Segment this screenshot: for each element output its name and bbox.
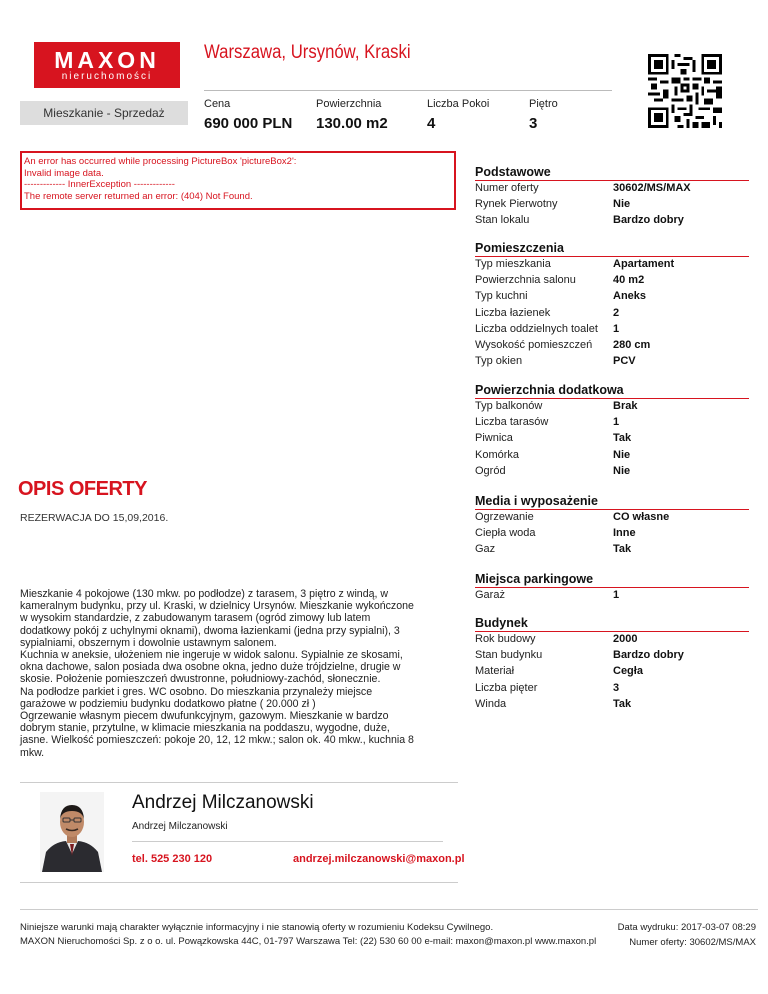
error-line: ------------- InnerException -------------: [24, 179, 175, 190]
maxon-logo: [34, 42, 180, 88]
detail-label: Liczba oddzielnych toalet: [475, 322, 598, 335]
agent-email-link[interactable]: andrzej.milczanowski@maxon.pl: [293, 853, 465, 865]
detail-value: 280 cm: [613, 339, 651, 351]
stat-label: Piętro: [529, 98, 558, 110]
detail-label: Liczba pięter: [475, 681, 538, 694]
footer-offer-number: Numer oferty: 30602/MS/MAX: [629, 937, 756, 948]
error-line: Invalid image data.: [24, 167, 104, 179]
detail-label: Gaz: [475, 543, 496, 556]
detail-label: Ciepła woda: [475, 527, 536, 540]
qr-code-icon: [648, 54, 722, 128]
detail-value: Brak: [613, 400, 638, 412]
description-line: Mieszkanie 4 pokojowe (130 mkw. po podłodze) z tarasem, 3 piętro z windą, w: [20, 588, 389, 600]
section-title: Podstawowe: [475, 165, 551, 179]
stat-rooms: [427, 98, 489, 132]
footer-divider: [20, 909, 758, 910]
section-divider: [475, 509, 749, 510]
detail-label: Winda: [475, 697, 507, 710]
logo-name: MAXON: [54, 47, 160, 73]
section-divider: [475, 180, 749, 181]
section-title: Pomieszczenia: [475, 241, 564, 255]
detail-value: 3: [613, 681, 620, 694]
agent-subtitle: Andrzej Milczanowski: [132, 821, 228, 832]
error-line: The remote server returned an error: (404) Not Found.: [24, 190, 253, 202]
offer-type-badge: Mieszkanie - Sprzedaż: [20, 101, 188, 125]
picturebox-error: [20, 151, 456, 210]
section-title: Media i wyposażenie: [475, 494, 598, 508]
detail-value: Cegła: [613, 665, 643, 678]
footer-print-date: Data wydruku: 2017-03-07 08:29: [617, 922, 756, 933]
logo-tagline: nieruchomości: [61, 71, 153, 82]
detail-label: Numer oferty: [475, 182, 539, 194]
description-line: dodatkowy pokój z uchylnymi oknami), dwoma łazienkami (jedna przy sypialni), 3: [20, 624, 400, 637]
detail-value: Nie: [613, 198, 631, 211]
detail-label: Liczba tarasów: [475, 416, 549, 429]
detail-label: Ogrzewanie: [475, 511, 534, 523]
detail-value: 1: [613, 416, 620, 429]
detail-label: Ogród: [475, 464, 506, 477]
footer-disclaimer: Niniejsze warunki mają charakter wyłącznie informacyjny i nie stanowią oferty w rozumieniu Kodeksu Cywilnego.: [20, 922, 494, 933]
offer-location: Warszawa, Ursynów, Kraski: [204, 42, 411, 63]
stat-floor: [529, 98, 558, 132]
description-line: garażowe w podziemiu budynku dodatkowo płatne ( 20.000 zł ): [20, 697, 316, 710]
stat-label: Liczba Pokoi: [427, 98, 490, 110]
detail-label: Garaż: [475, 589, 505, 601]
detail-value: Bardzo dobry: [613, 214, 684, 227]
detail-value: CO własne: [613, 511, 670, 523]
detail-label: Stan budynku: [475, 649, 543, 662]
header-divider: [204, 90, 612, 91]
description-line: Na podłodze parkiet i gres. WC osobno. Do mieszkania przynależy miejsce: [20, 685, 373, 698]
detail-label: Stan lokalu: [475, 214, 530, 227]
description-line: jasne. Wielkość pomieszczeń: pokoje 20, 12, 12 mkw.; salon ok. 40 mkw., kuchnia 8: [20, 734, 414, 747]
description-line: sypialniami, obszernym i dowolnie ustawnym salonem.: [20, 636, 277, 649]
description-line: okna dachowe, salon posiada dwa osobne okna, jedno duże trójdzielne, drugie w: [20, 661, 401, 674]
footer-company: MAXON Nieruchomości Sp. z o o. ul. Powązkowska 44C, 01-797 Warszawa Tel: (22) 530 60 00 e-mail: maxon@maxon.pl www.maxon.pl: [20, 936, 597, 947]
section-divider: [475, 631, 749, 632]
section-divider: [475, 256, 749, 257]
detail-label: Materiał: [475, 665, 515, 678]
description-line: Kuchnia w aneksie, ułożeniem nie ingeruje w widok salonu. Sypialnie ze skosami,: [20, 649, 403, 662]
section-divider: [475, 587, 749, 588]
detail-label: Rynek Pierwotny: [475, 198, 558, 211]
stat-area: [316, 98, 388, 132]
section-title: Powierzchnia dodatkowa: [475, 383, 624, 397]
description-line: w wysokim standardzie, z zabudowanym tarasem (ogród zimowy lub latem: [20, 612, 371, 625]
agent-photo: [40, 792, 104, 872]
detail-value: 2: [613, 306, 620, 319]
agent-separator: [132, 841, 443, 842]
detail-value: 40 m2: [613, 274, 645, 287]
detail-label: Typ kuchni: [475, 290, 528, 303]
stat-value: 3: [529, 115, 538, 132]
agent-phone-link[interactable]: tel. 525 230 120: [132, 853, 213, 865]
reservation-note: REZERWACJA DO 15,09,2016.: [20, 512, 169, 524]
detail-label: Typ balkonów: [475, 400, 543, 412]
detail-label: Powierzchnia salonu: [475, 274, 576, 287]
detail-label: Wysokość pomieszczeń: [475, 339, 593, 351]
description-line: Ogrzewanie własnym piecem dwufunkcyjnym, gazowym. Mieszkanie w bardzo: [20, 710, 389, 723]
detail-value: Nie: [613, 464, 631, 477]
stat-value: 690 000 PLN: [204, 115, 293, 132]
detail-value: Nie: [613, 448, 631, 461]
detail-label: Piwnica: [475, 432, 513, 445]
description-line: dobrym stanie, przytulne, w klimacie mieszkania na poddaszu, wygodne, duże,: [20, 722, 390, 735]
agent-divider-bottom: [20, 882, 458, 883]
stat-value: 130.00 m2: [316, 115, 388, 132]
description-line: skosie. Położenie pomieszczeń dwustronne, południowy-zachód, słonecznie.: [20, 673, 381, 686]
section-title: Budynek: [475, 616, 528, 630]
detail-value: 30602/MS/MAX: [613, 182, 691, 194]
stat-price: [204, 98, 292, 132]
detail-value: Apartament: [613, 258, 675, 270]
stat-label: Powierzchnia: [316, 98, 382, 110]
detail-label: Komórka: [475, 448, 520, 461]
error-line: An error has occurred while processing PictureBox 'pictureBox2':: [24, 156, 297, 167]
detail-value: Bardzo dobry: [613, 649, 684, 662]
section-divider: [475, 398, 749, 399]
detail-value: Tak: [613, 432, 632, 445]
detail-value: Aneks: [613, 290, 647, 303]
detail-label: Liczba łazienek: [475, 306, 551, 319]
detail-value: PCV: [613, 355, 636, 368]
section-title: Miejsca parkingowe: [475, 572, 594, 586]
description-line: kameralnym budynku, przy ul. Kraski, w dzielnicy Ursynów. Mieszkanie wykończone: [20, 600, 414, 613]
detail-label: Typ okien: [475, 355, 523, 368]
description-line: mkw.: [20, 746, 45, 759]
detail-value: Tak: [613, 543, 632, 556]
detail-label: Rok budowy: [475, 633, 536, 645]
detail-value: Tak: [613, 697, 632, 710]
detail-label: Typ mieszkania: [475, 258, 551, 270]
agent-name: Andrzej Milczanowski: [132, 792, 314, 813]
agent-divider-top: [20, 782, 458, 783]
detail-value: 2000: [613, 633, 638, 645]
detail-value: 1: [613, 322, 620, 335]
detail-value: 1: [613, 589, 620, 601]
description-text: [20, 588, 460, 759]
stat-label: Cena: [204, 98, 231, 110]
stat-value: 4: [427, 115, 436, 132]
detail-value: Inne: [613, 527, 636, 540]
description-heading: OPIS OFERTY: [18, 478, 147, 500]
